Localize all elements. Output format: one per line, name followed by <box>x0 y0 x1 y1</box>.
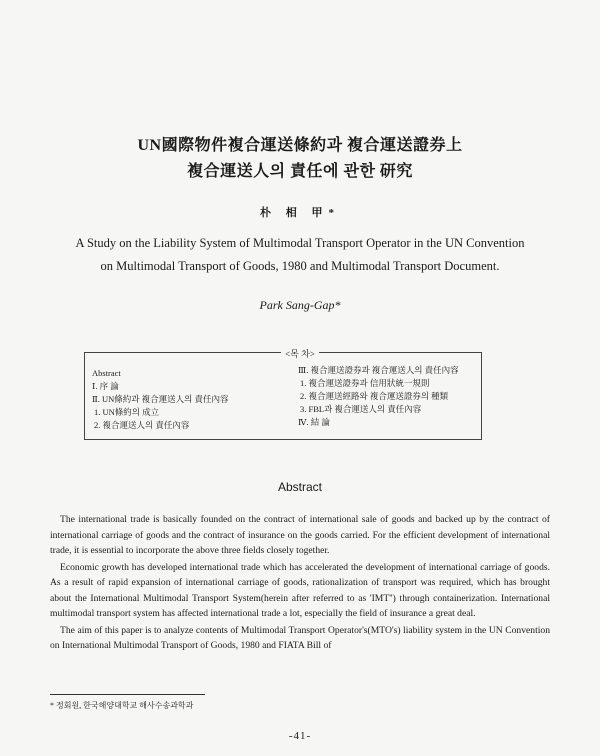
footnote: * 정회원, 한국해양대학교 해사수송과학과 <box>50 701 194 710</box>
english-title-line2: on Multimodal Transport of Goods, 1980 and Multimodal Transport Document. <box>100 259 500 273</box>
toc-item: 1. 複合運送證券과 信用狀統一規則 <box>300 378 430 388</box>
toc-item: Ⅰ. 序 論 <box>92 381 119 391</box>
abstract-heading: Abstract <box>277 480 322 494</box>
toc-item: Ⅳ. 結 論 <box>298 417 330 427</box>
abstract-paragraph: The international trade is basically founded on the contract of international sale of goods and backed up by the contract of international carriage of goods and the contract of insurance on the goods carried. For the efficient development of international trade, it is essential to incorporate the above three fields closely together. <box>50 514 550 556</box>
toc-header-label: <목 차> <box>281 349 319 359</box>
toc-item: 2. 複合運送經路와 複合運送證券의 種類 <box>300 391 449 401</box>
toc-item: Abstract <box>92 368 121 378</box>
english-title-line1: A Study on the Liability System of Multimodal Transport Operator in the UN Convention <box>75 236 525 250</box>
author-korean: 朴 相 甲* <box>260 207 340 219</box>
toc-item: Ⅲ. 複合運送證券과 複合運送人의 責任內容 <box>298 365 459 375</box>
toc-item: 1. UN條約의 成立 <box>94 407 160 417</box>
abstract-paragraph: The aim of this paper is to analyze contents of Multimodal Transport Operator's(MTO's) liability system in the UN Convention on International Multimodal Transport of Goods, 1980 and FIATA Bill of <box>50 624 550 651</box>
footnote-divider <box>50 694 205 695</box>
toc-item: 2. 複合運送人의 責任內容 <box>94 420 190 430</box>
toc-header <box>0 347 600 360</box>
toc-left-column <box>92 367 228 432</box>
korean-title-line2: 複合運送人의 責任에 관한 研究 <box>187 163 413 180</box>
toc-right-column <box>298 364 459 429</box>
abstract-body <box>50 512 550 654</box>
toc-item: Ⅱ. UN條約과 複合運送人의 責任內容 <box>92 394 229 404</box>
author-english: Park Sang-Gap* <box>259 298 341 312</box>
korean-title-line1: UN國際物件複合運送條約과 複合運送證券上 <box>137 137 463 154</box>
toc-item: 3. FBL과 複合運送人의 責任內容 <box>300 404 422 414</box>
page-number: -41- <box>288 730 312 742</box>
abstract-paragraph: Economic growth has developed international trade which has accelerated the development of international carriage of goods. As a result of rapid expansion of international carriage of goods, rationalization of transport was required, which has brought about the International Multimodal Transport System(herein after referred to as 'IMT'') through containerization. International multimodal transport system has affected international trade a lot, especially the field of insurance a great deal. <box>50 561 550 619</box>
